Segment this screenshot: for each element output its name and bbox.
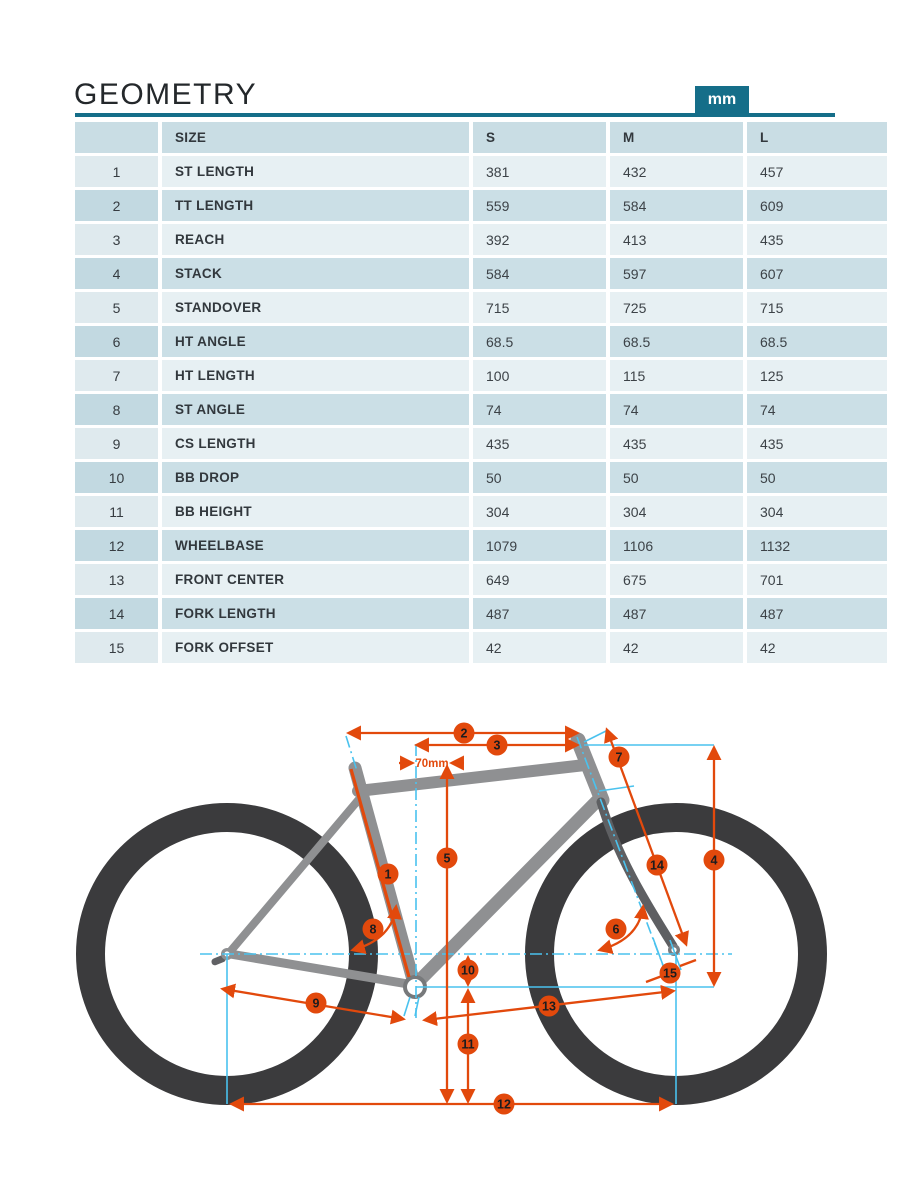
- diagram-marker-1: [378, 864, 399, 885]
- table-row: [75, 564, 887, 595]
- diagram-marker-11: [458, 1034, 479, 1055]
- diagram-marker-2: [454, 723, 475, 744]
- svg-text:6: 6: [612, 922, 620, 937]
- row-label-cell: HT LENGTH: [162, 360, 469, 391]
- bike-frame: [210, 740, 680, 997]
- value-s-cell: 50: [473, 462, 606, 493]
- value-l-cell: 715: [747, 292, 887, 323]
- value-l-cell: 74: [747, 394, 887, 425]
- offset-70mm-label: 70mm: [415, 758, 449, 770]
- value-s-cell: 649: [473, 564, 606, 595]
- value-m-cell: 675: [610, 564, 743, 595]
- head-tube-top-tick: [584, 730, 608, 742]
- svg-text:13: 13: [542, 999, 556, 1014]
- row-label-cell: WHEELBASE: [162, 530, 469, 561]
- diagram-marker-10: [458, 960, 479, 981]
- bb-apex-guide-left: [404, 997, 410, 1016]
- diagram-marker-13: [539, 996, 560, 1017]
- row-label-cell: STACK: [162, 258, 469, 289]
- value-m-cell: 432: [610, 156, 743, 187]
- row-label-cell: HT ANGLE: [162, 326, 469, 357]
- value-m-cell: 435: [610, 428, 743, 459]
- value-m-cell: 50: [610, 462, 743, 493]
- value-m-cell: 115: [610, 360, 743, 391]
- table-row: [75, 496, 887, 527]
- value-s-cell: 74: [473, 394, 606, 425]
- col-header-s: S: [473, 122, 606, 153]
- value-s-cell: 392: [473, 224, 606, 255]
- value-m-cell: 68.5: [610, 326, 743, 357]
- value-m-cell: 597: [610, 258, 743, 289]
- table-row: [75, 156, 887, 187]
- col-header-size: SIZE: [162, 122, 469, 153]
- value-m-cell: 725: [610, 292, 743, 323]
- row-number-cell: 14: [75, 598, 158, 629]
- table-row: [75, 598, 887, 629]
- table-row: [75, 326, 887, 357]
- row-number-cell: 7: [75, 360, 158, 391]
- value-s-cell: 559: [473, 190, 606, 221]
- value-l-cell: 435: [747, 428, 887, 459]
- table-row: [75, 292, 887, 323]
- col-header-l: L: [747, 122, 887, 153]
- row-label-cell: CS LENGTH: [162, 428, 469, 459]
- bb-apex-guide-right: [415, 997, 419, 1016]
- row-number-cell: 8: [75, 394, 158, 425]
- value-s-cell: 100: [473, 360, 606, 391]
- value-m-cell: 584: [610, 190, 743, 221]
- dim-fork-offset-tick-right: [680, 960, 696, 966]
- row-number-cell: 1: [75, 156, 158, 187]
- row-label-cell: BB HEIGHT: [162, 496, 469, 527]
- value-s-cell: 584: [473, 258, 606, 289]
- table-row: [75, 530, 887, 561]
- value-s-cell: 381: [473, 156, 606, 187]
- svg-text:9: 9: [312, 996, 320, 1011]
- value-s-cell: 304: [473, 496, 606, 527]
- row-label-cell: TT LENGTH: [162, 190, 469, 221]
- table-row: [75, 258, 887, 289]
- diagram-marker-4: [704, 850, 725, 871]
- svg-text:5: 5: [443, 851, 451, 866]
- value-s-cell: 42: [473, 632, 606, 663]
- dim-fork-offset-tick-left: [646, 976, 662, 982]
- row-number-cell: 2: [75, 190, 158, 221]
- value-l-cell: 42: [747, 632, 887, 663]
- row-number-cell: 6: [75, 326, 158, 357]
- diagram-marker-15: [660, 963, 681, 984]
- geometry-diagram: [0, 690, 900, 1180]
- value-m-cell: 74: [610, 394, 743, 425]
- row-number-cell: 15: [75, 632, 158, 663]
- table-row: [75, 224, 887, 255]
- row-label-cell: ST ANGLE: [162, 394, 469, 425]
- value-l-cell: 68.5: [747, 326, 887, 357]
- value-s-cell: 68.5: [473, 326, 606, 357]
- table-row: [75, 190, 887, 221]
- diagram-marker-7: [609, 747, 630, 768]
- row-label-cell: STANDOVER: [162, 292, 469, 323]
- row-number-cell: 11: [75, 496, 158, 527]
- table-header-row: [75, 122, 887, 153]
- svg-text:11: 11: [461, 1037, 475, 1052]
- row-label-cell: FRONT CENTER: [162, 564, 469, 595]
- value-l-cell: 487: [747, 598, 887, 629]
- svg-text:1: 1: [384, 867, 392, 882]
- geometry-table: [71, 119, 891, 666]
- diagram-marker-3: [487, 735, 508, 756]
- page-title: GEOMETRY: [74, 78, 258, 111]
- value-m-cell: 42: [610, 632, 743, 663]
- row-label-cell: ST LENGTH: [162, 156, 469, 187]
- fork-offset-guide-axis: [653, 938, 664, 968]
- value-l-cell: 125: [747, 360, 887, 391]
- value-l-cell: 607: [747, 258, 887, 289]
- row-label-cell: REACH: [162, 224, 469, 255]
- svg-text:14: 14: [650, 858, 664, 873]
- svg-text:2: 2: [460, 726, 468, 741]
- row-number-cell: 13: [75, 564, 158, 595]
- value-m-cell: 1106: [610, 530, 743, 561]
- value-s-cell: 1079: [473, 530, 606, 561]
- top-tube: [358, 765, 585, 791]
- value-l-cell: 435: [747, 224, 887, 255]
- diagram-marker-5: [437, 848, 458, 869]
- value-m-cell: 304: [610, 496, 743, 527]
- svg-text:12: 12: [497, 1097, 511, 1112]
- table-row: [75, 632, 887, 663]
- table-row: [75, 428, 887, 459]
- row-number-cell: 12: [75, 530, 158, 561]
- diagram-marker-8: [363, 919, 384, 940]
- svg-text:7: 7: [615, 750, 623, 765]
- value-s-cell: 435: [473, 428, 606, 459]
- geometry-table-body: [75, 156, 887, 663]
- diagram-marker-14: [647, 855, 668, 876]
- value-l-cell: 1132: [747, 530, 887, 561]
- value-l-cell: 609: [747, 190, 887, 221]
- svg-text:8: 8: [369, 922, 377, 937]
- row-number-cell: 3: [75, 224, 158, 255]
- value-m-cell: 487: [610, 598, 743, 629]
- svg-text:3: 3: [493, 738, 501, 753]
- row-label-cell: FORK LENGTH: [162, 598, 469, 629]
- svg-text:4: 4: [710, 853, 718, 868]
- row-number-cell: 9: [75, 428, 158, 459]
- value-l-cell: 50: [747, 462, 887, 493]
- col-header-num: [75, 122, 158, 153]
- row-number-cell: 10: [75, 462, 158, 493]
- svg-text:10: 10: [461, 963, 475, 978]
- row-number-cell: 4: [75, 258, 158, 289]
- table-row: [75, 394, 887, 425]
- diagram-marker-6: [606, 919, 627, 940]
- row-label-cell: FORK OFFSET: [162, 632, 469, 663]
- col-header-m: M: [610, 122, 743, 153]
- value-l-cell: 304: [747, 496, 887, 527]
- diagram-marker-9: [306, 993, 327, 1014]
- table-row: [75, 360, 887, 391]
- value-m-cell: 413: [610, 224, 743, 255]
- chain-stay: [230, 954, 414, 985]
- svg-text:15: 15: [663, 966, 677, 981]
- value-l-cell: 701: [747, 564, 887, 595]
- diagram-marker-12: [494, 1094, 515, 1115]
- row-label-cell: BB DROP: [162, 462, 469, 493]
- row-number-cell: 5: [75, 292, 158, 323]
- table-row: [75, 462, 887, 493]
- unit-toggle-mm[interactable]: mm: [695, 86, 749, 113]
- title-rule: [75, 113, 835, 117]
- value-s-cell: 487: [473, 598, 606, 629]
- value-s-cell: 715: [473, 292, 606, 323]
- value-l-cell: 457: [747, 156, 887, 187]
